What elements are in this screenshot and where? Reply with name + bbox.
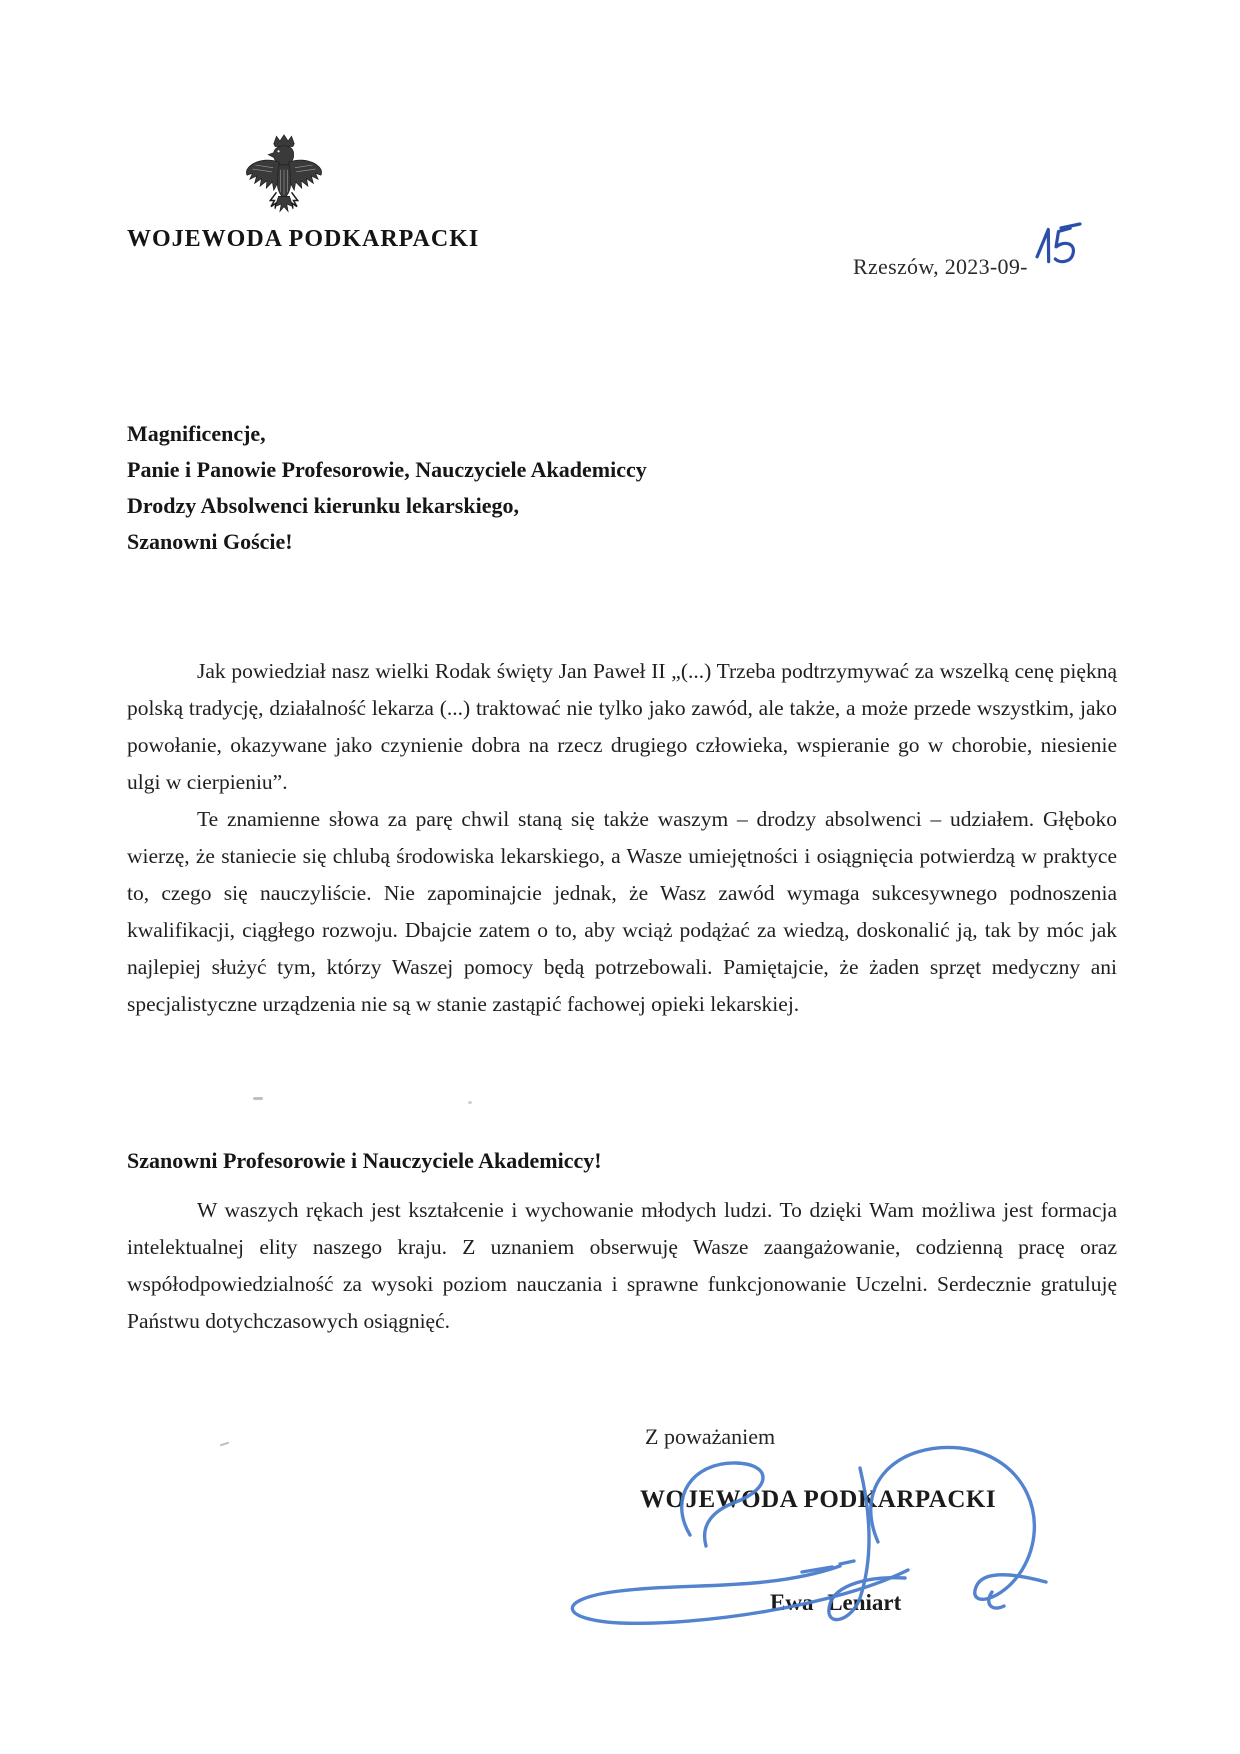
letter-body <box>127 653 1117 1023</box>
letter-body-continued <box>127 1192 1117 1340</box>
body-paragraph-2: Te znamienne słowa za parę chwil staną się także waszym – drodzy absolwenci – udziałem. Głęboko wierzę, że staniecie się chlubą środowiska lekarskiego, a Wasze umiejętności i osiągnięcia potwierdzą w praktyce to, czego się nauczyliście. Nie zapominajcie jednak, że Wasz zawód wymaga sukcesywnego podnoszenia kwalifikacji, ciągłego rozwoju. Dbajcie zatem o to, aby wciąż podążać za wiedzą, doskonalić ją, tak by móc jak najlepiej służyć tym, którzy Waszej pomocy będą potrzebowali. Pamiętajcie, że żaden sprzęt medyczny ani specjalistyczne urządzenia nie są w stanie zastąpić fachowej opieki lekarskiej. <box>127 807 1117 1016</box>
body-paragraph-3: W waszych rękach jest kształcenie i wychowanie młodych ludzi. To dzięki Wam możliwa jest formacja intelektualnej elity naszego kraju. Z uznaniem obserwuję Wasze zaangażowanie, codzienną pracę oraz współodpowiedzialność za wysoki poziom nauczania i sprawne funkcjonowanie Uczelni. Serdecznie gratuluję Państwu dotychczasowych osiągnięć. <box>127 1198 1117 1333</box>
sender-office-title: WOJEWODA PODKARPACKI <box>127 226 480 252</box>
scan-artifact <box>253 1097 263 1100</box>
salutation-line: Magnificencje, <box>127 421 266 446</box>
signer-title: WOJEWODA PODKARPACKI <box>640 1486 997 1513</box>
handwritten-signature-ink <box>540 1430 1080 1660</box>
polish-eagle-emblem <box>243 124 325 236</box>
handwritten-day <box>1030 222 1082 266</box>
body-paragraph-1: Jak powiedział nasz wielki Rodak święty Jan Paweł II „(...) Trzeba podtrzymywać za wszelką cenę piękną polską tradycję, działalność lekarza (...) traktować nie tylko jako zawód, ale także, a może przede wszystkim, jako powołanie, okazywane jako czynienie dobra na rzecz drugiego człowieka, wspieranie go w chorobie, niesienie ulgi w cierpieniu”. <box>127 659 1117 794</box>
place-date-line <box>853 230 1080 280</box>
valediction: Z poważaniem <box>645 1424 776 1449</box>
scan-artifact <box>468 1101 472 1104</box>
salutation-line: Panie i Panowie Profesorowie, Nauczyciele Akademiccy <box>127 457 647 482</box>
salutation-block <box>127 416 647 560</box>
place-date-printed: Rzeszów, 2023-09- <box>853 254 1028 279</box>
scan-artifact <box>220 1442 229 1447</box>
body-subheading: Szanowni Profesorowie i Nauczyciele Akademiccy! <box>127 1148 602 1173</box>
salutation-line: Szanowni Goście! <box>127 529 293 554</box>
eagle-eye <box>277 150 279 152</box>
handwritten-day-value <box>1082 222 1083 223</box>
signer-name: Ewa Leniart <box>770 1590 902 1615</box>
salutation-line: Drodzy Absolwenci kierunku lekarskiego, <box>127 493 519 518</box>
